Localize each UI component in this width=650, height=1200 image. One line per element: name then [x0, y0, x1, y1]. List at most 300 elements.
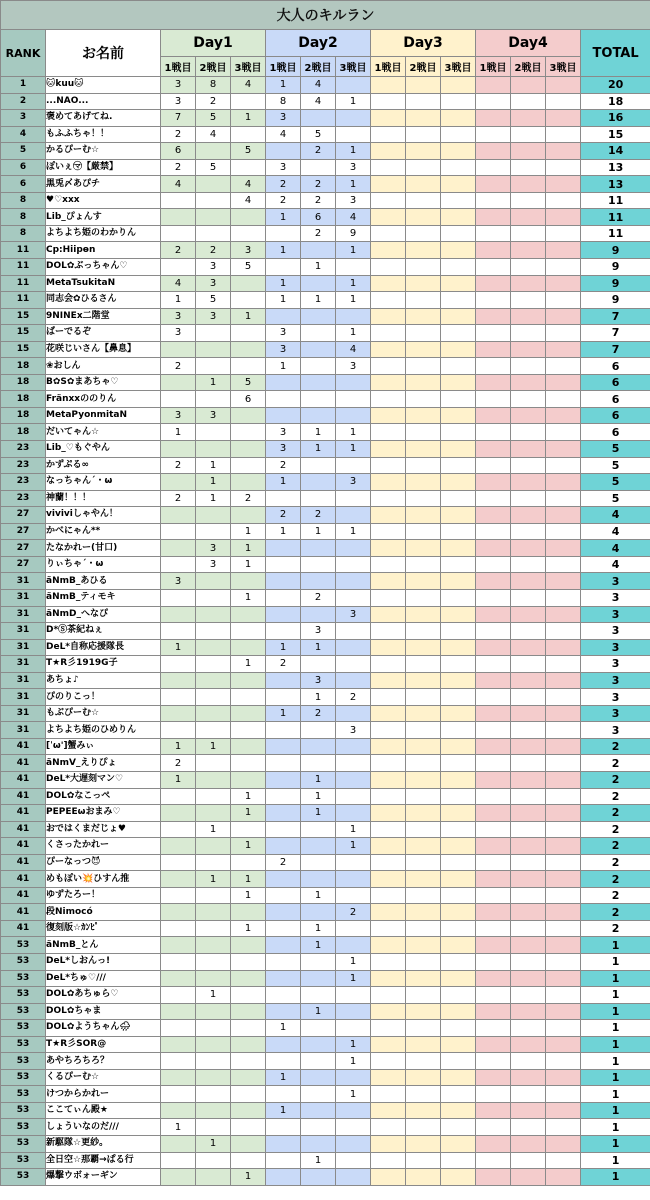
day4-round3-cell: [546, 1086, 581, 1103]
day4-round2-header: 2戦目: [511, 57, 546, 77]
player-name-cell: DOL✿ちゃま: [46, 1003, 161, 1020]
day3-round2-header: 2戦目: [406, 57, 441, 77]
day4-round3-cell: [546, 937, 581, 954]
day1-round3-cell: [231, 1119, 266, 1136]
table-row: [1, 474, 650, 491]
player-name-cell: かべにゃん**: [46, 523, 161, 540]
day4-round1-cell: [476, 805, 511, 822]
day3-round3-cell: [441, 1036, 476, 1053]
day1-round1-cell: [161, 209, 196, 226]
day2-round1-cell: [266, 540, 301, 557]
day1-round3-cell: [231, 358, 266, 375]
day1-round1-cell: 2: [161, 358, 196, 375]
day4-round2-cell: [511, 341, 546, 358]
player-name-cell: 花咲じいさん【鼻息】: [46, 341, 161, 358]
day1-round3-cell: [231, 573, 266, 590]
day4-round3-cell: [546, 457, 581, 474]
day2-round1-cell: [266, 1169, 301, 1186]
day2-round2-cell: 2: [301, 192, 336, 209]
day3-round2-cell: [406, 953, 441, 970]
day3-round1-cell: [371, 159, 406, 176]
day3-round1-cell: [371, 639, 406, 656]
day1-round2-cell: 4: [196, 126, 231, 143]
day2-round3-cell: [336, 937, 371, 954]
day3-round3-cell: [441, 1053, 476, 1070]
day1-round3-cell: [231, 1152, 266, 1169]
day1-round1-cell: [161, 259, 196, 276]
day2-round1-cell: [266, 589, 301, 606]
day3-round3-cell: [441, 639, 476, 656]
day1-round2-cell: [196, 391, 231, 408]
total-cell: 1: [581, 1020, 650, 1037]
day1-round3-cell: [231, 325, 266, 342]
day4-round1-cell: [476, 738, 511, 755]
day1-round1-cell: [161, 1169, 196, 1186]
day2-round1-cell: [266, 1136, 301, 1153]
day2-round1-cell: 1: [266, 77, 301, 94]
day2-round1-cell: [266, 821, 301, 838]
rank-cell: 31: [1, 672, 46, 689]
rank-cell: 8: [1, 192, 46, 209]
day1-round3-cell: [231, 1036, 266, 1053]
day2-round1-cell: [266, 259, 301, 276]
day2-round2-cell: 3: [301, 672, 336, 689]
day3-round3-cell: [441, 275, 476, 292]
day3-round1-cell: [371, 987, 406, 1004]
table-row: [1, 457, 650, 474]
ranking-rows: [1, 77, 650, 1186]
day1-round3-cell: [231, 821, 266, 838]
player-name-cell: もぶぴーむ☆: [46, 705, 161, 722]
day2-round1-cell: [266, 556, 301, 573]
day2-round3-cell: [336, 623, 371, 640]
total-cell: 7: [581, 325, 650, 342]
day2-round3-cell: 9: [336, 225, 371, 242]
day3-round2-cell: [406, 457, 441, 474]
day4-round1-cell: [476, 589, 511, 606]
total-cell: 18: [581, 93, 650, 110]
table-row: [1, 110, 650, 127]
day3-round2-cell: [406, 259, 441, 276]
day2-round1-cell: 1: [266, 1102, 301, 1119]
day4-round3-cell: [546, 292, 581, 309]
player-name-cell: 新駆隊☆更紗。: [46, 1136, 161, 1153]
day1-round2-cell: [196, 656, 231, 673]
day3-round2-cell: [406, 987, 441, 1004]
day1-round2-cell: 3: [196, 275, 231, 292]
player-name-cell: おではくまだじょ♥: [46, 821, 161, 838]
day4-round3-cell: [546, 523, 581, 540]
day1-round3-cell: 3: [231, 242, 266, 259]
day1-round2-cell: [196, 722, 231, 739]
day2-round1-cell: 3: [266, 424, 301, 441]
table-row: [1, 159, 650, 176]
player-name-cell: D*Ⓢ茶紀ねぇ: [46, 623, 161, 640]
day4-round1-cell: [476, 953, 511, 970]
day4-round1-cell: [476, 1069, 511, 1086]
rank-cell: 11: [1, 259, 46, 276]
day1-round2-cell: [196, 920, 231, 937]
day2-round3-cell: 1: [336, 292, 371, 309]
day1-round2-cell: 1: [196, 871, 231, 888]
day4-round1-cell: [476, 507, 511, 524]
day1-round3-cell: 1: [231, 110, 266, 127]
day4-round2-cell: [511, 606, 546, 623]
total-cell: 2: [581, 887, 650, 904]
day2-round1-cell: [266, 573, 301, 590]
day2-round3-cell: 3: [336, 192, 371, 209]
day2-round1-cell: [266, 838, 301, 855]
day3-round1-cell: [371, 573, 406, 590]
day1-round3-cell: [231, 1069, 266, 1086]
day1-round2-cell: 1: [196, 987, 231, 1004]
day3-round1-cell: [371, 623, 406, 640]
day1-round2-cell: [196, 755, 231, 772]
day3-round2-cell: [406, 325, 441, 342]
table-row: [1, 93, 650, 110]
day4-round2-cell: [511, 77, 546, 94]
rank-cell: 41: [1, 788, 46, 805]
day3-round2-cell: [406, 672, 441, 689]
day1-round3-cell: 1: [231, 920, 266, 937]
day4-round1-cell: [476, 821, 511, 838]
day1-round2-cell: [196, 904, 231, 921]
day2-round2-cell: [301, 871, 336, 888]
day3-round3-cell: [441, 970, 476, 987]
day2-round3-cell: [336, 507, 371, 524]
day2-round1-cell: [266, 623, 301, 640]
day4-round1-cell: [476, 1102, 511, 1119]
day2-round1-cell: 3: [266, 441, 301, 458]
day2-round3-cell: [336, 391, 371, 408]
day4-round2-cell: [511, 1136, 546, 1153]
table-row: [1, 904, 650, 921]
day4-round2-cell: [511, 771, 546, 788]
day4-round2-cell: [511, 457, 546, 474]
day2-round1-cell: 8: [266, 93, 301, 110]
day3-round2-cell: [406, 639, 441, 656]
day3-round1-cell: [371, 176, 406, 193]
day2-round3-cell: 4: [336, 209, 371, 226]
day4-round1-cell: [476, 259, 511, 276]
day2-round1-cell: 1: [266, 209, 301, 226]
day1-round2-cell: [196, 689, 231, 706]
day1-round3-cell: [231, 407, 266, 424]
day3-round3-cell: [441, 1152, 476, 1169]
day3-round3-cell: [441, 904, 476, 921]
day3-round1-cell: [371, 1102, 406, 1119]
day3-round2-cell: [406, 1152, 441, 1169]
rank-cell: 8: [1, 209, 46, 226]
day2-round3-cell: [336, 987, 371, 1004]
day4-round2-cell: [511, 805, 546, 822]
day3-round2-cell: [406, 1036, 441, 1053]
day1-round1-cell: 1: [161, 1119, 196, 1136]
day2-round2-cell: 2: [301, 143, 336, 160]
total-cell: 3: [581, 639, 650, 656]
player-name-cell: かるぴーむ☆: [46, 143, 161, 160]
day1-round1-cell: 3: [161, 325, 196, 342]
day3-round2-cell: [406, 1086, 441, 1103]
day1-round2-cell: 1: [196, 474, 231, 491]
day1-round1-cell: [161, 507, 196, 524]
player-name-cell: ここてぃん殿★: [46, 1102, 161, 1119]
day3-round1-cell: [371, 1003, 406, 1020]
day4-round3-cell: [546, 77, 581, 94]
day1-round1-cell: [161, 1053, 196, 1070]
day1-round2-cell: 1: [196, 457, 231, 474]
day4-round3-cell: [546, 689, 581, 706]
day2-round3-cell: 1: [336, 275, 371, 292]
total-cell: 16: [581, 110, 650, 127]
day3-round2-cell: [406, 656, 441, 673]
day2-round3-cell: [336, 1102, 371, 1119]
day1-round1-cell: [161, 374, 196, 391]
day4-round3-cell: [546, 1020, 581, 1037]
total-cell: 13: [581, 159, 650, 176]
day4-round2-cell: [511, 159, 546, 176]
day2-round1-cell: 1: [266, 1020, 301, 1037]
day1-round1-cell: 7: [161, 110, 196, 127]
player-name-cell: もふふちゃ！！: [46, 126, 161, 143]
day3-round2-cell: [406, 374, 441, 391]
player-name-cell: DeL*ちゅ♡///: [46, 970, 161, 987]
table-row: [1, 970, 650, 987]
rank-cell: 53: [1, 1169, 46, 1186]
day1-round3-cell: 1: [231, 589, 266, 606]
day3-round2-cell: [406, 341, 441, 358]
player-name-cell: Lib_♡もぐやん: [46, 441, 161, 458]
day2-round2-cell: [301, 656, 336, 673]
day3-round3-cell: [441, 1119, 476, 1136]
rank-cell: 31: [1, 589, 46, 606]
rank-cell: 31: [1, 656, 46, 673]
table-row: [1, 341, 650, 358]
day2-round3-cell: [336, 871, 371, 888]
rank-cell: 6: [1, 159, 46, 176]
table-row: [1, 176, 650, 193]
day1-round2-cell: [196, 606, 231, 623]
player-name-cell: DeL*しおんっ!: [46, 953, 161, 970]
day4-round1-cell: [476, 407, 511, 424]
day1-round2-cell: [196, 1036, 231, 1053]
day2-round3-cell: [336, 771, 371, 788]
day3-round3-cell: [441, 325, 476, 342]
table-row: [1, 656, 650, 673]
day1-round2-cell: [196, 953, 231, 970]
day4-round3-cell: [546, 838, 581, 855]
day2-round2-cell: 2: [301, 705, 336, 722]
day4-round2-cell: [511, 523, 546, 540]
day3-round2-cell: [406, 689, 441, 706]
day3-round1-cell: [371, 242, 406, 259]
day1-round3-cell: [231, 341, 266, 358]
day3-round2-cell: [406, 1053, 441, 1070]
day3-round2-cell: [406, 1119, 441, 1136]
day4-round1-cell: [476, 457, 511, 474]
day2-round2-cell: [301, 1136, 336, 1153]
day3-round2-cell: [406, 540, 441, 557]
day4-round1-cell: [476, 424, 511, 441]
day4-round3-cell: [546, 1003, 581, 1020]
day1-round3-cell: [231, 705, 266, 722]
day3-round3-cell: [441, 126, 476, 143]
day2-round3-cell: 1: [336, 325, 371, 342]
day4-round1-cell: [476, 689, 511, 706]
table-row: [1, 77, 650, 94]
day4-round3-cell: [546, 143, 581, 160]
day1-round1-cell: [161, 672, 196, 689]
day2-round2-cell: 2: [301, 225, 336, 242]
total-cell: 1: [581, 953, 650, 970]
day4-round2-cell: [511, 1086, 546, 1103]
day1-round1-cell: [161, 1152, 196, 1169]
total-cell: 11: [581, 209, 650, 226]
day1-round1-cell: 2: [161, 159, 196, 176]
day1-header: Day1: [161, 30, 266, 57]
day1-round3-cell: [231, 225, 266, 242]
table-row: [1, 705, 650, 722]
day3-round3-cell: [441, 93, 476, 110]
day1-round2-cell: [196, 623, 231, 640]
day1-round1-cell: [161, 1003, 196, 1020]
rank-cell: 41: [1, 771, 46, 788]
day3-round2-cell: [406, 1020, 441, 1037]
day2-round1-cell: [266, 987, 301, 1004]
total-cell: 2: [581, 838, 650, 855]
table-row: [1, 523, 650, 540]
rank-cell: 23: [1, 474, 46, 491]
day4-round1-cell: [476, 1152, 511, 1169]
day3-round1-cell: [371, 192, 406, 209]
day2-round1-cell: [266, 391, 301, 408]
table-row: [1, 689, 650, 706]
day1-round1-cell: [161, 225, 196, 242]
day1-round3-cell: 1: [231, 556, 266, 573]
day4-round3-cell: [546, 970, 581, 987]
day1-round3-cell: [231, 507, 266, 524]
day4-round2-cell: [511, 507, 546, 524]
day4-round3-cell: [546, 1152, 581, 1169]
day3-round3-cell: [441, 937, 476, 954]
day2-round2-cell: [301, 953, 336, 970]
day2-round1-cell: [266, 143, 301, 160]
day3-round1-cell: [371, 391, 406, 408]
total-cell: 9: [581, 259, 650, 276]
day3-round3-cell: [441, 441, 476, 458]
rank-cell: 4: [1, 126, 46, 143]
day2-round2-cell: 4: [301, 93, 336, 110]
day4-round1-cell: [476, 441, 511, 458]
day1-round2-cell: [196, 1102, 231, 1119]
total-cell: 1: [581, 1119, 650, 1136]
player-name-cell: たなかれー(甘口): [46, 540, 161, 557]
rank-cell: 31: [1, 689, 46, 706]
total-cell: 2: [581, 920, 650, 937]
day4-round2-cell: [511, 573, 546, 590]
day1-round2-cell: 2: [196, 242, 231, 259]
day1-round1-cell: 6: [161, 143, 196, 160]
rank-cell: 31: [1, 606, 46, 623]
day2-round3-cell: [336, 126, 371, 143]
day4-round2-cell: [511, 209, 546, 226]
day4-round1-cell: [476, 126, 511, 143]
day4-round3-cell: [546, 391, 581, 408]
day2-round1-cell: 1: [266, 242, 301, 259]
day1-round3-cell: 1: [231, 788, 266, 805]
rank-cell: 18: [1, 424, 46, 441]
total-cell: 2: [581, 854, 650, 871]
total-cell: 20: [581, 77, 650, 94]
table-row: [1, 623, 650, 640]
table-row: [1, 292, 650, 309]
rank-cell: 53: [1, 937, 46, 954]
day4-round2-cell: [511, 325, 546, 342]
day4-round1-cell: [476, 474, 511, 491]
day4-round2-cell: [511, 589, 546, 606]
rank-cell: 1: [1, 77, 46, 94]
day3-round3-cell: [441, 556, 476, 573]
table-row: [1, 1069, 650, 1086]
day2-round2-cell: 2: [301, 589, 336, 606]
day2-round1-cell: 3: [266, 159, 301, 176]
table-row: [1, 1102, 650, 1119]
day4-round1-cell: [476, 573, 511, 590]
player-name-cell: ❀おしん: [46, 358, 161, 375]
day1-round3-cell: [231, 623, 266, 640]
day3-round2-cell: [406, 308, 441, 325]
day1-round1-cell: [161, 987, 196, 1004]
day1-round2-cell: [196, 1119, 231, 1136]
total-cell: 9: [581, 292, 650, 309]
day1-round1-cell: 3: [161, 407, 196, 424]
day1-round3-cell: [231, 987, 266, 1004]
day4-round1-cell: [476, 275, 511, 292]
day1-round2-cell: [196, 176, 231, 193]
day1-round2-cell: [196, 937, 231, 954]
day1-round1-cell: [161, 556, 196, 573]
day2-round3-cell: [336, 805, 371, 822]
table-row: [1, 1119, 650, 1136]
day2-round1-cell: [266, 1119, 301, 1136]
rank-cell: 53: [1, 1069, 46, 1086]
day1-round3-cell: [231, 639, 266, 656]
day2-round1-cell: [266, 1086, 301, 1103]
day4-round3-cell: [546, 788, 581, 805]
day4-round3-cell: [546, 705, 581, 722]
day4-round2-cell: [511, 1069, 546, 1086]
player-name-cell: Cp:Hiipɵn: [46, 242, 161, 259]
day1-round3-cell: 2: [231, 490, 266, 507]
rank-cell: 3: [1, 110, 46, 127]
day1-round1-cell: 2: [161, 126, 196, 143]
rank-cell: 53: [1, 1053, 46, 1070]
day2-round1-cell: [266, 1152, 301, 1169]
day3-round1-cell: [371, 1036, 406, 1053]
day3-round1-cell: [371, 474, 406, 491]
rank-cell: 31: [1, 639, 46, 656]
player-name-cell: MetaTsukitaN: [46, 275, 161, 292]
day4-round1-cell: [476, 242, 511, 259]
day3-round3-cell: [441, 540, 476, 557]
rank-cell: 31: [1, 623, 46, 640]
player-name-cell: 復刻版☆ｶﾝﾋﾟ: [46, 920, 161, 937]
player-name-cell: 🐱kuu🐱: [46, 77, 161, 94]
day4-round1-cell: [476, 755, 511, 772]
day1-round1-cell: [161, 1102, 196, 1119]
day1-round1-cell: [161, 904, 196, 921]
day4-round1-cell: [476, 1003, 511, 1020]
